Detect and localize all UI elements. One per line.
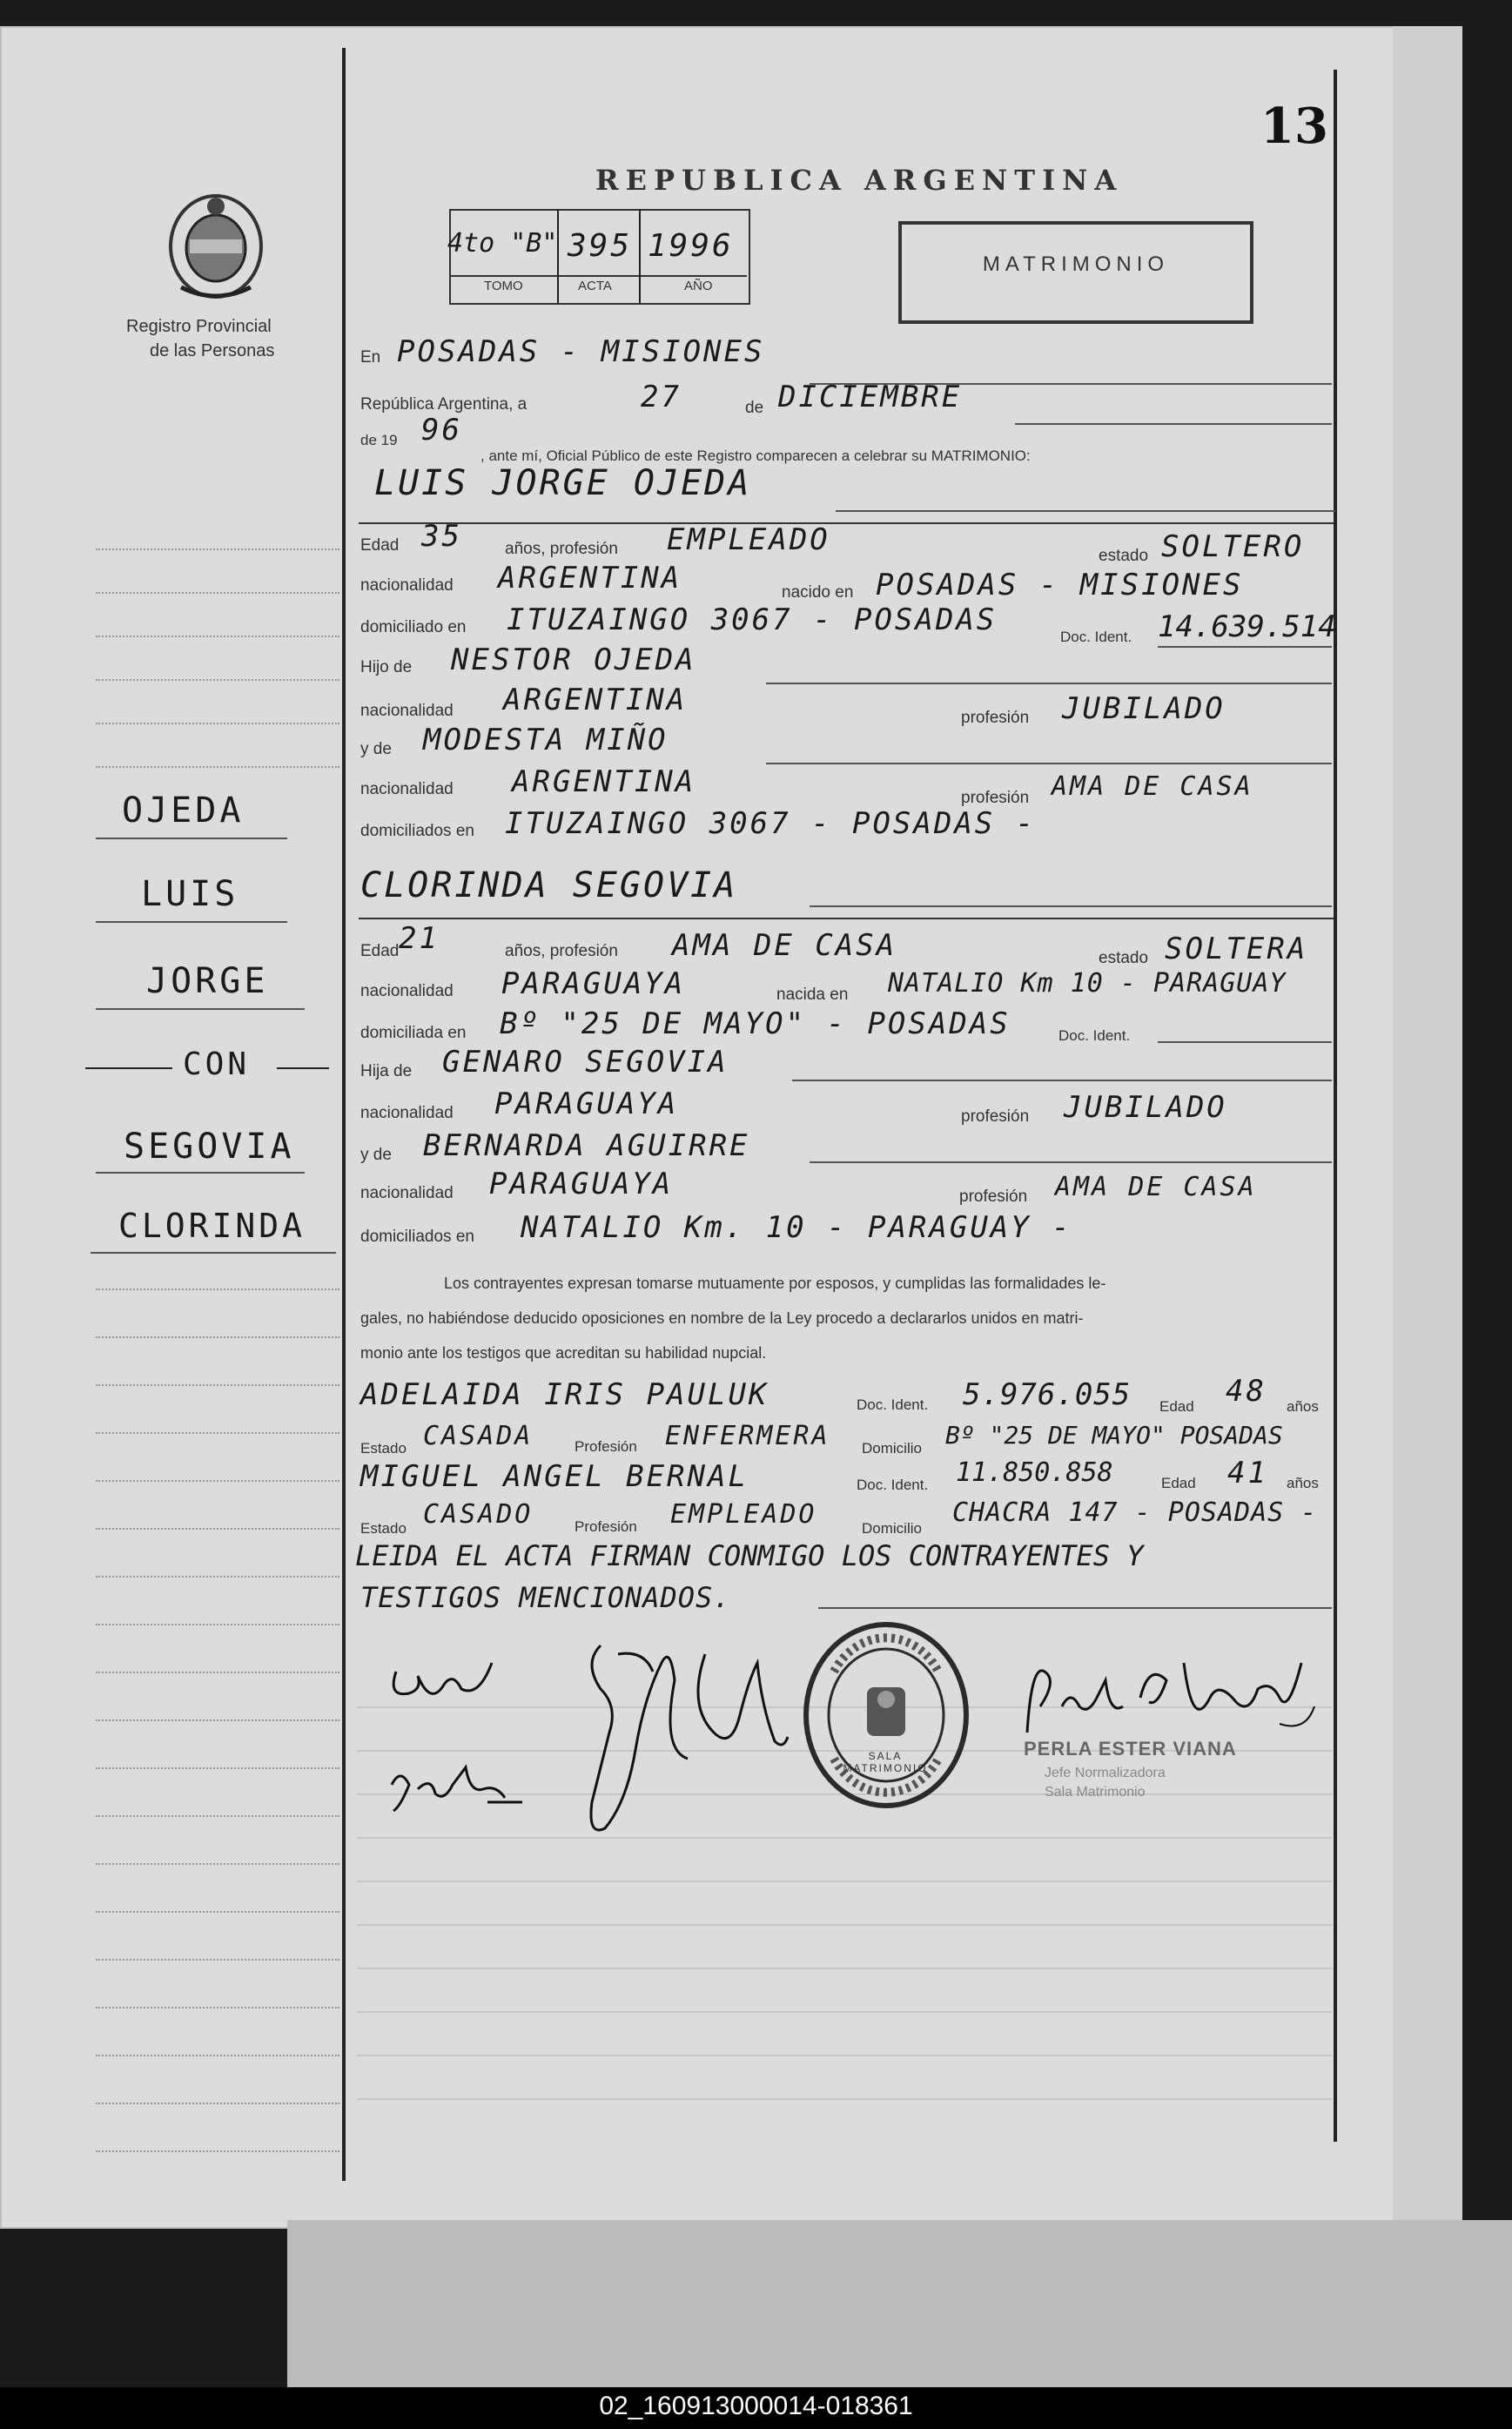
margin-line: [96, 2150, 339, 2152]
witness1-address: Bº "25 DE MAYO" POSADAS: [945, 1421, 1283, 1450]
rule: [766, 683, 1332, 684]
margin-line: [96, 1959, 339, 1961]
groom-father-nat-label: nacionalidad: [360, 702, 454, 720]
margin-line: [96, 1767, 339, 1769]
witness2-estado-label: Estado: [360, 1520, 407, 1537]
groom-estado-label: estado: [1099, 547, 1149, 565]
margin-line: [96, 2007, 339, 2008]
groom-nationality: ARGENTINA: [498, 561, 682, 595]
witness2-estado: CASADO: [423, 1499, 534, 1530]
bride-mother-nat: PARAGUAYA: [489, 1167, 674, 1201]
margin-line: [96, 2103, 339, 2104]
groom-address: ITUZAINGO 3067 - POSADAS: [507, 602, 998, 637]
section-rule: [359, 918, 1334, 919]
rule: [766, 763, 1332, 764]
margin-line: [96, 679, 339, 681]
bride-nationality: PARAGUAYA: [501, 966, 686, 1001]
witness1-doc: 5.976.055: [963, 1377, 1132, 1412]
rule: [818, 1607, 1332, 1609]
signature-line: [357, 1968, 1332, 1969]
registry-line1: Registro Provincial: [126, 317, 272, 336]
bride-name: CLORINDA SEGOVIA: [360, 865, 738, 905]
official-name: PERLA ESTER VIANA: [1024, 1738, 1237, 1760]
file-id: 02_160913000014-018361: [599, 2392, 913, 2420]
ano-value: 1996: [648, 228, 734, 264]
en-label: En: [360, 348, 381, 367]
witness1-doc-label: Doc. Ident.: [857, 1396, 929, 1413]
right-border: [1334, 70, 1337, 2142]
margin-line: [96, 1480, 339, 1482]
margin-dash-right: [277, 1067, 329, 1069]
witness2-anos-label: años: [1287, 1475, 1319, 1491]
bride-nat-label: nacionalidad: [360, 982, 454, 1000]
ano-label: AÑO: [684, 279, 713, 293]
signature-groom: [383, 1645, 505, 1715]
witness2-name: MIGUEL ANGEL BERNAL: [360, 1459, 749, 1494]
bride-estado-label: estado: [1099, 949, 1149, 967]
margin-line: [96, 1719, 339, 1721]
rule: [1158, 1041, 1332, 1043]
margin-line: [96, 548, 339, 550]
background-strip: [287, 2220, 1512, 2394]
ceremony-place: POSADAS - MISIONES: [397, 334, 765, 369]
bride-father-nat-label: nacionalidad: [360, 1104, 454, 1122]
witness2-address: CHACRA 147 - POSADAS -: [952, 1497, 1318, 1528]
rule: [1158, 646, 1332, 648]
bride-mother-nat-label: nacionalidad: [360, 1184, 454, 1202]
witness2-age: 41: [1227, 1456, 1268, 1490]
bride-mother-prof: AMA DE CASA: [1055, 1172, 1257, 1202]
record-type: MATRIMONIO: [982, 252, 1170, 276]
margin-name-bride: CLORINDA: [118, 1207, 306, 1245]
groom-edad-label: Edad: [360, 536, 400, 555]
margin-line: [96, 1911, 339, 1913]
witness2-profession: EMPLEADO: [670, 1499, 817, 1530]
witness2-doc: 11.850.858: [956, 1457, 1113, 1488]
acta-value: 395: [568, 228, 633, 264]
official-seal-icon: [799, 1619, 973, 1811]
margin-underline: [96, 1008, 305, 1010]
witness1-estado: CASADA: [423, 1421, 534, 1451]
groom-profession: EMPLEADO: [667, 522, 830, 557]
margin-surname-groom: OJEDA: [122, 791, 245, 831]
margin-line: [96, 636, 339, 637]
declaration-line-3: monio ante los testigos que acreditan su habilidad nupcial.: [360, 1344, 767, 1362]
margin-con: CON: [183, 1046, 251, 1082]
signature-line: [357, 1881, 1332, 1882]
groom-father-prof: JUBILADO: [1062, 691, 1226, 726]
margin-underline: [96, 921, 287, 923]
margin-line: [96, 1672, 339, 1673]
margin-underline: [96, 1172, 305, 1174]
tomo-label: TOMO: [484, 279, 523, 293]
declaration-line-1: Los contrayentes expresan tomarse mutuamente por esposos, y cumplidas las formalidades le-: [444, 1275, 1106, 1292]
witness2-profesion-label: Profesión: [575, 1518, 637, 1535]
groom-mother-prof: AMA DE CASA: [1052, 771, 1253, 802]
signature-line: [357, 1924, 1332, 1926]
bride-nacida-label: nacida en: [776, 986, 849, 1004]
groom-mother-nat-label: nacionalidad: [360, 780, 454, 798]
republica-label: República Argentina, a: [360, 395, 528, 414]
acta-label: ACTA: [578, 279, 612, 293]
witness1-profession: ENFERMERA: [665, 1421, 830, 1451]
witness1-profesion-label: Profesión: [575, 1438, 637, 1455]
witness1-name: ADELAIDA IRIS PAULUK: [360, 1377, 769, 1412]
groom-father-nat: ARGENTINA: [503, 683, 688, 717]
margin-line: [96, 1384, 339, 1386]
bride-dom-label: domiciliada en: [360, 1024, 467, 1042]
rule: [792, 1080, 1332, 1081]
groom-hijo-label: Hijo de: [360, 658, 413, 676]
registry-line2: de las Personas: [150, 341, 275, 360]
margin-name-groom-1: LUIS: [141, 874, 239, 914]
bride-father-prof-label: profesión: [961, 1107, 1030, 1126]
signature-bride: [383, 1750, 540, 1828]
statement: , ante mí, Oficial Público de este Registro comparecen a celebrar su MATRIMONIO:: [480, 447, 1031, 464]
groom-name: LUIS JORGE OJEDA: [374, 463, 752, 503]
groom-nacido-label: nacido en: [782, 583, 854, 602]
margin-line: [96, 1289, 339, 1290]
bride-profession: AMA DE CASA: [672, 928, 897, 963]
rule: [810, 1161, 1332, 1163]
margin-line: [96, 1624, 339, 1625]
groom-nat-label: nacionalidad: [360, 576, 454, 595]
bride-age: 21: [399, 921, 440, 956]
closing-line-2: TESTIGOS MENCIONADOS.: [360, 1581, 731, 1614]
margin-line: [96, 1863, 339, 1865]
groom-age: 35: [421, 519, 462, 554]
groom-parents-dom-label: domiciliados en: [360, 822, 474, 840]
witness2-edad-label: Edad: [1161, 1475, 1196, 1491]
margin-line: [96, 1432, 339, 1434]
groom-doc: 14.639.514: [1158, 609, 1336, 644]
witness1-anos-label: años: [1287, 1398, 1319, 1415]
margin-line: [96, 1528, 339, 1530]
bride-doc-label: Doc. Ident.: [1058, 1027, 1131, 1044]
margin-name-groom-2: JORGE: [146, 961, 269, 1001]
margin-line: [96, 1576, 339, 1578]
margin-line: [96, 592, 339, 594]
official-title-1: Jefe Normalizadora: [1045, 1766, 1166, 1780]
groom-mother-nat: ARGENTINA: [512, 764, 696, 799]
declaration-line-2: gales, no habiéndose deducido oposiciones en nombre de la Ley procedo a declararlos unidos en matri-: [360, 1309, 1084, 1327]
ceremony-month: DICIEMBRE: [778, 380, 963, 414]
witness1-estado-label: Estado: [360, 1440, 407, 1457]
section-rule: [359, 522, 1334, 524]
bride-yde-label: y de: [360, 1146, 392, 1164]
groom-mother: MODESTA MIÑO: [423, 723, 669, 757]
signature-line: [357, 1837, 1332, 1839]
bride-parents-dom: NATALIO Km. 10 - PARAGUAY -: [521, 1210, 1072, 1245]
rule: [810, 905, 1332, 907]
margin-dash-left: [85, 1067, 172, 1069]
margin-underline: [91, 1252, 336, 1254]
bride-mother-prof-label: profesión: [959, 1188, 1028, 1206]
reference-sep-2: [639, 209, 641, 303]
bride-father-nat: PARAGUAYA: [494, 1087, 679, 1121]
groom-profesion-label: años, profesión: [505, 540, 618, 558]
margin-line: [96, 1336, 339, 1338]
bride-edad-label: Edad: [360, 942, 400, 960]
bride-father: GENARO SEGOVIA: [442, 1045, 729, 1080]
witness1-age: 48: [1226, 1374, 1267, 1409]
margin-line: [96, 766, 339, 768]
margin-divider: [342, 48, 346, 2181]
witness1-domicilio-label: Domicilio: [862, 1440, 922, 1457]
bride-address: Bº "25 DE MAYO" - POSADAS: [500, 1006, 1011, 1041]
margin-line: [96, 2055, 339, 2056]
bride-profesion-label: años, profesión: [505, 942, 618, 960]
closing-line-1: LEIDA EL ACTA FIRMAN CONMIGO LOS CONTRAYENTES Y: [355, 1539, 1144, 1572]
witness2-doc-label: Doc. Ident.: [857, 1477, 929, 1493]
seal-inner-text: SALA MATRIMONIO: [843, 1750, 928, 1774]
bride-parents-dom-label: domiciliados en: [360, 1228, 474, 1246]
coat-of-arms-icon: [164, 187, 268, 300]
de-label: de: [745, 399, 764, 417]
bride-mother: BERNARDA AGUIRRE: [423, 1128, 750, 1163]
witness1-edad-label: Edad: [1159, 1398, 1194, 1415]
signature-line: [357, 2055, 1332, 2056]
signature-witness2: [679, 1637, 792, 1767]
margin-surname-bride: SEGOVIA: [124, 1127, 295, 1167]
rule: [1015, 423, 1332, 425]
bride-father-prof: JUBILADO: [1064, 1090, 1227, 1125]
signature-line: [357, 2011, 1332, 2013]
groom-mother-prof-label: profesión: [961, 789, 1030, 807]
groom-birthplace: POSADAS - MISIONES: [876, 568, 1244, 602]
sheet-edge: [1393, 26, 1462, 2229]
groom-father: NESTOR OJEDA: [451, 643, 696, 677]
groom-father-prof-label: profesión: [961, 709, 1030, 727]
groom-doc-label: Doc. Ident.: [1060, 629, 1132, 645]
country-title: REPUBLICA ARGENTINA: [595, 164, 1124, 197]
year-suffix: 96: [421, 413, 462, 447]
page-number: 13: [1260, 98, 1328, 155]
bride-hija-label: Hija de: [360, 1062, 413, 1080]
margin-line: [96, 1815, 339, 1817]
rule: [836, 510, 1335, 512]
ceremony-day: 27: [641, 380, 682, 414]
official-title-2: Sala Matrimonio: [1045, 1785, 1146, 1800]
reference-divider: [451, 275, 747, 277]
margin-line: [96, 723, 339, 724]
groom-yde-label: y de: [360, 740, 392, 758]
margin-underline: [96, 838, 287, 839]
groom-estado: SOLTERO: [1161, 529, 1305, 564]
groom-dom-label: domiciliado en: [360, 618, 467, 636]
witness2-domicilio-label: Domicilio: [862, 1520, 922, 1537]
groom-parents-dom: ITUZAINGO 3067 - POSADAS -: [505, 806, 1037, 841]
bride-birthplace: NATALIO Km 10 - PARAGUAY: [888, 968, 1287, 999]
tomo-value: 4to "B": [447, 228, 558, 259]
bride-estado: SOLTERA: [1165, 932, 1308, 966]
year-prefix: de 19: [360, 432, 398, 448]
signature-line: [357, 2098, 1332, 2100]
